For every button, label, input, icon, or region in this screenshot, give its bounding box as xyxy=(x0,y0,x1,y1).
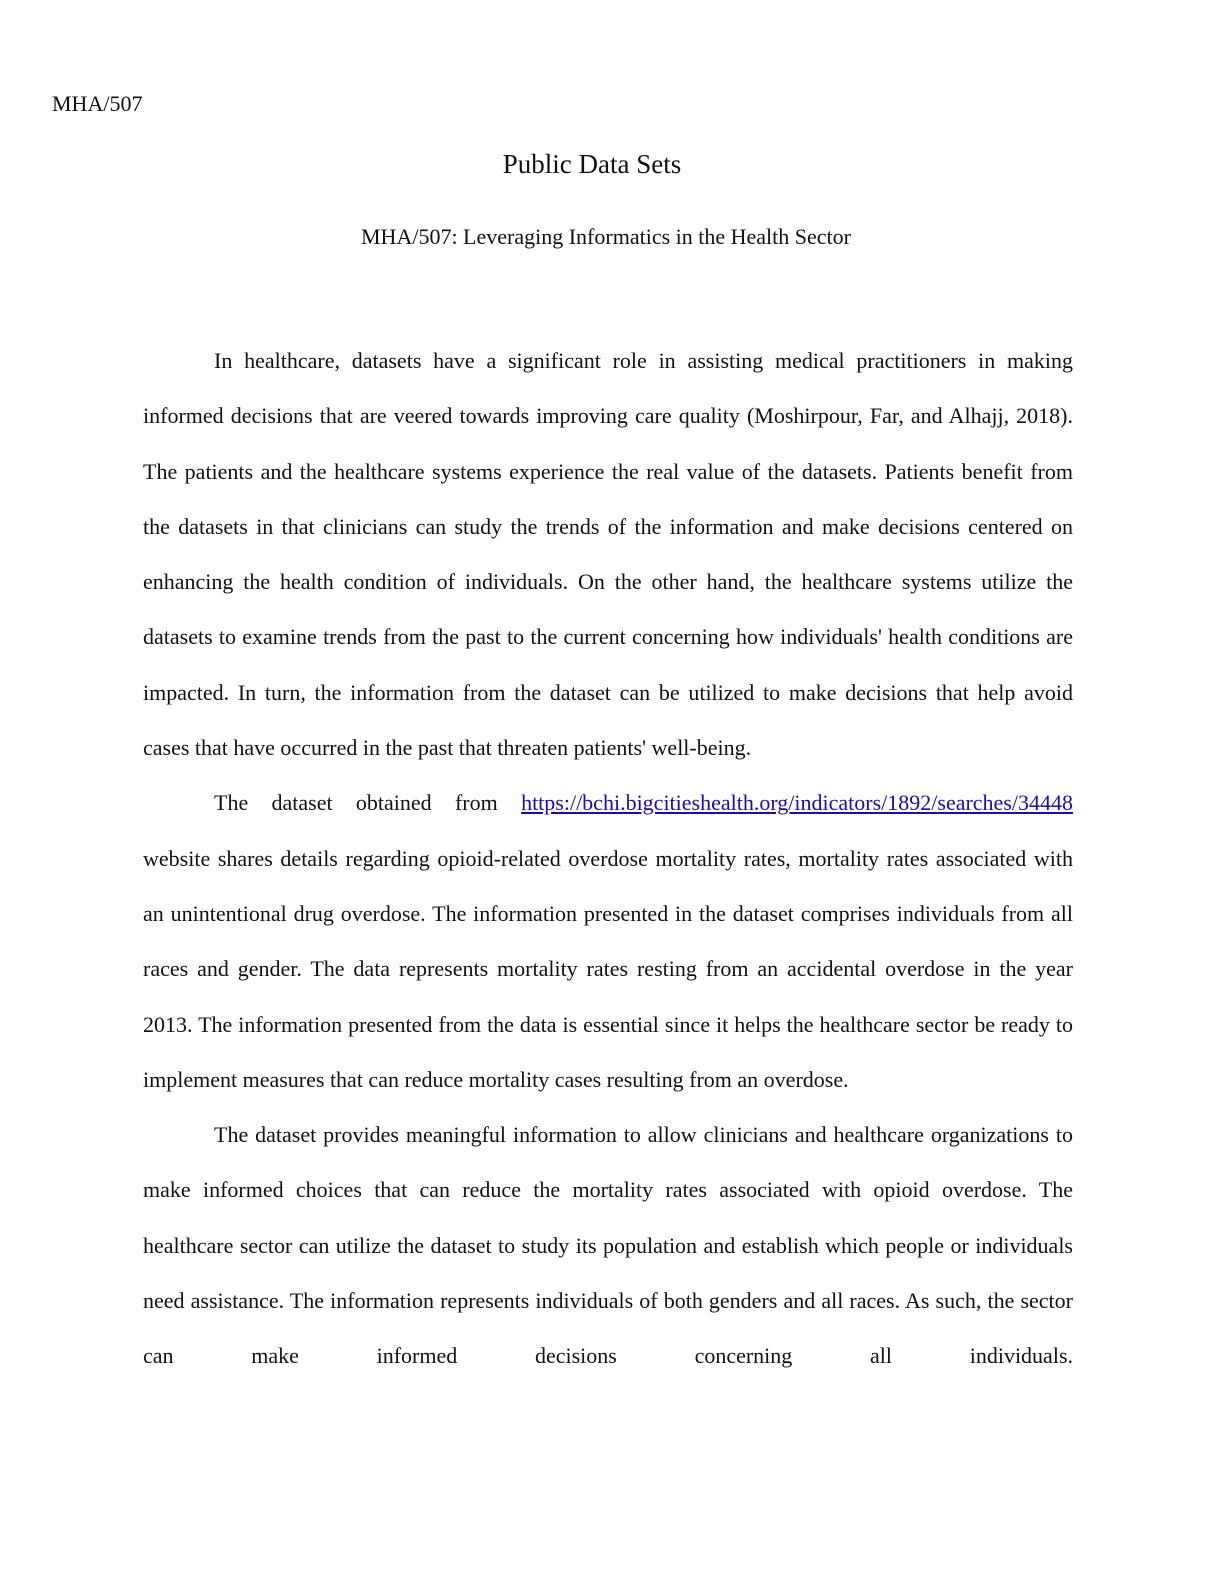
running-head: MHA/507 xyxy=(52,91,143,116)
paragraph-dataset-source-rest: website shares details regarding opioid-related overdose mortality rates, mortality rates associated with an unintentional drug overdose. The information presented in the dataset comprises individuals from all races and gender. The data represents mortality rates resting from an accidental overdose in the year 2013. The information presented from the data is essential since it helps the healthcare sector be ready to implement measures that can reduce mortality cases resulting from an overdose. xyxy=(143,845,1073,1092)
dataset-url-link[interactable]: https://bchi.bigcitieshealth.org/indicators/1892/searches/34448 xyxy=(521,790,1073,816)
paragraph-dataset-value: The dataset provides meaningful information to allow clinicians and healthcare organizations to make informed choices that can reduce the mortality rates associated with opioid overdose. The healthcare sector can utilize the dataset to study its population and establish which people or individuals need assistance. The information represents individuals of both genders and all races. As such, the sector can make informed decisions concerning all individuals. xyxy=(143,1122,1073,1369)
page-subtitle: MHA/507: Leveraging Informatics in the Health Sector xyxy=(361,224,851,249)
paragraph-dataset-source-lead: The dataset obtained from xyxy=(214,790,522,816)
paragraph-dataset-source xyxy=(143,775,1073,1107)
page-title: Public Data Sets xyxy=(502,149,682,179)
paragraph-intro: In healthcare, datasets have a significant role in assisting medical practitioners in making informed decisions that are veered towards improving care quality (Moshirpour, Far, and Alhajj, 2018). The patients and the healthcare systems experience the real value of the datasets. Patients benefit from the datasets in that clinicians can study the trends of the information and make decisions centered on enhancing the health condition of individuals. On the other hand, the healthcare systems utilize the datasets to examine trends from the past to the current concerning how individuals' health conditions are impacted. In turn, the information from the dataset can be utilized to make decisions that help avoid cases that have occurred in the past that threaten patients' well-being. xyxy=(143,348,1073,761)
document-body xyxy=(143,333,1073,1384)
